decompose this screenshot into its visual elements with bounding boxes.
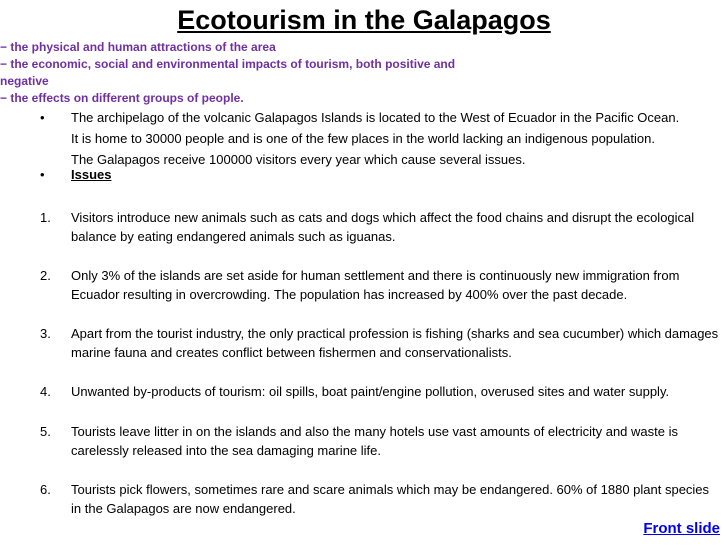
list-item — [40, 208, 720, 246]
list-item — [40, 324, 720, 362]
item-text: Visitors introduce new animals such as cats and dogs which affect the food chains and disrupt the ecological balance by eating endangered animals such as iguanas. — [71, 210, 695, 244]
item-number: 6. — [40, 482, 51, 497]
issues-heading: Issues — [71, 167, 112, 182]
objective-item: − the physical and human attractions of the area — [0, 40, 276, 54]
list-item — [40, 480, 720, 518]
list-item — [40, 422, 720, 460]
item-number: 3. — [40, 326, 51, 341]
item-text: Unwanted by-products of tourism: oil spills, boat paint/engine pollution, overused sites and water supply. — [71, 384, 670, 399]
item-number: 5. — [40, 424, 51, 439]
list-item — [40, 382, 669, 401]
intro-line: It is home to 30000 people and is one of the few places in the world lacking an indigenous population. — [71, 131, 655, 146]
item-text: Tourists pick flowers, sometimes rare and scare animals which may be endangered. 60% of 1880 plant species in the Galapagos are now endangered. — [71, 482, 710, 516]
item-text: Apart from the tourist industry, the only practical profession is fishing (sharks and sea cucumber) which damages marine fauna and creates conflict between fishermen and conservationalists. — [71, 326, 719, 360]
item-text: Only 3% of the islands are set aside for human settlement and there is continuously new immigration from Ecuador resulting in overcrowding. The population has increased by 400% over the past decade. — [71, 268, 680, 302]
slide-title: Ecotourism in the Galapagos — [177, 5, 551, 35]
bullet-icon: • — [40, 167, 45, 182]
item-number: 2. — [40, 268, 51, 283]
objectives-list — [0, 39, 500, 107]
intro-line: The archipelago of the volcanic Galapagos Islands is located to the West of Ecuador in the Pacific Ocean. — [71, 110, 680, 125]
bullet-icon: • — [40, 110, 45, 125]
list-item — [40, 266, 720, 304]
intro-line: The Galapagos receive 100000 visitors every year which cause several issues. — [71, 152, 526, 167]
issues-heading-bullet — [40, 165, 111, 185]
item-text: Tourists leave litter in on the islands and also the many hotels use vast amounts of electricity and waste is carelessly released into the sea damaging marine life. — [71, 424, 678, 458]
objective-item: − the effects on different groups of people. — [0, 91, 244, 105]
intro-bullet — [40, 107, 720, 170]
objective-item: − the economic, social and environmental impacts of tourism, both positive and negative — [0, 57, 456, 88]
front-slide-link[interactable]: Front slide — [643, 520, 720, 537]
item-number: 1. — [40, 210, 51, 225]
item-number: 4. — [40, 384, 51, 399]
